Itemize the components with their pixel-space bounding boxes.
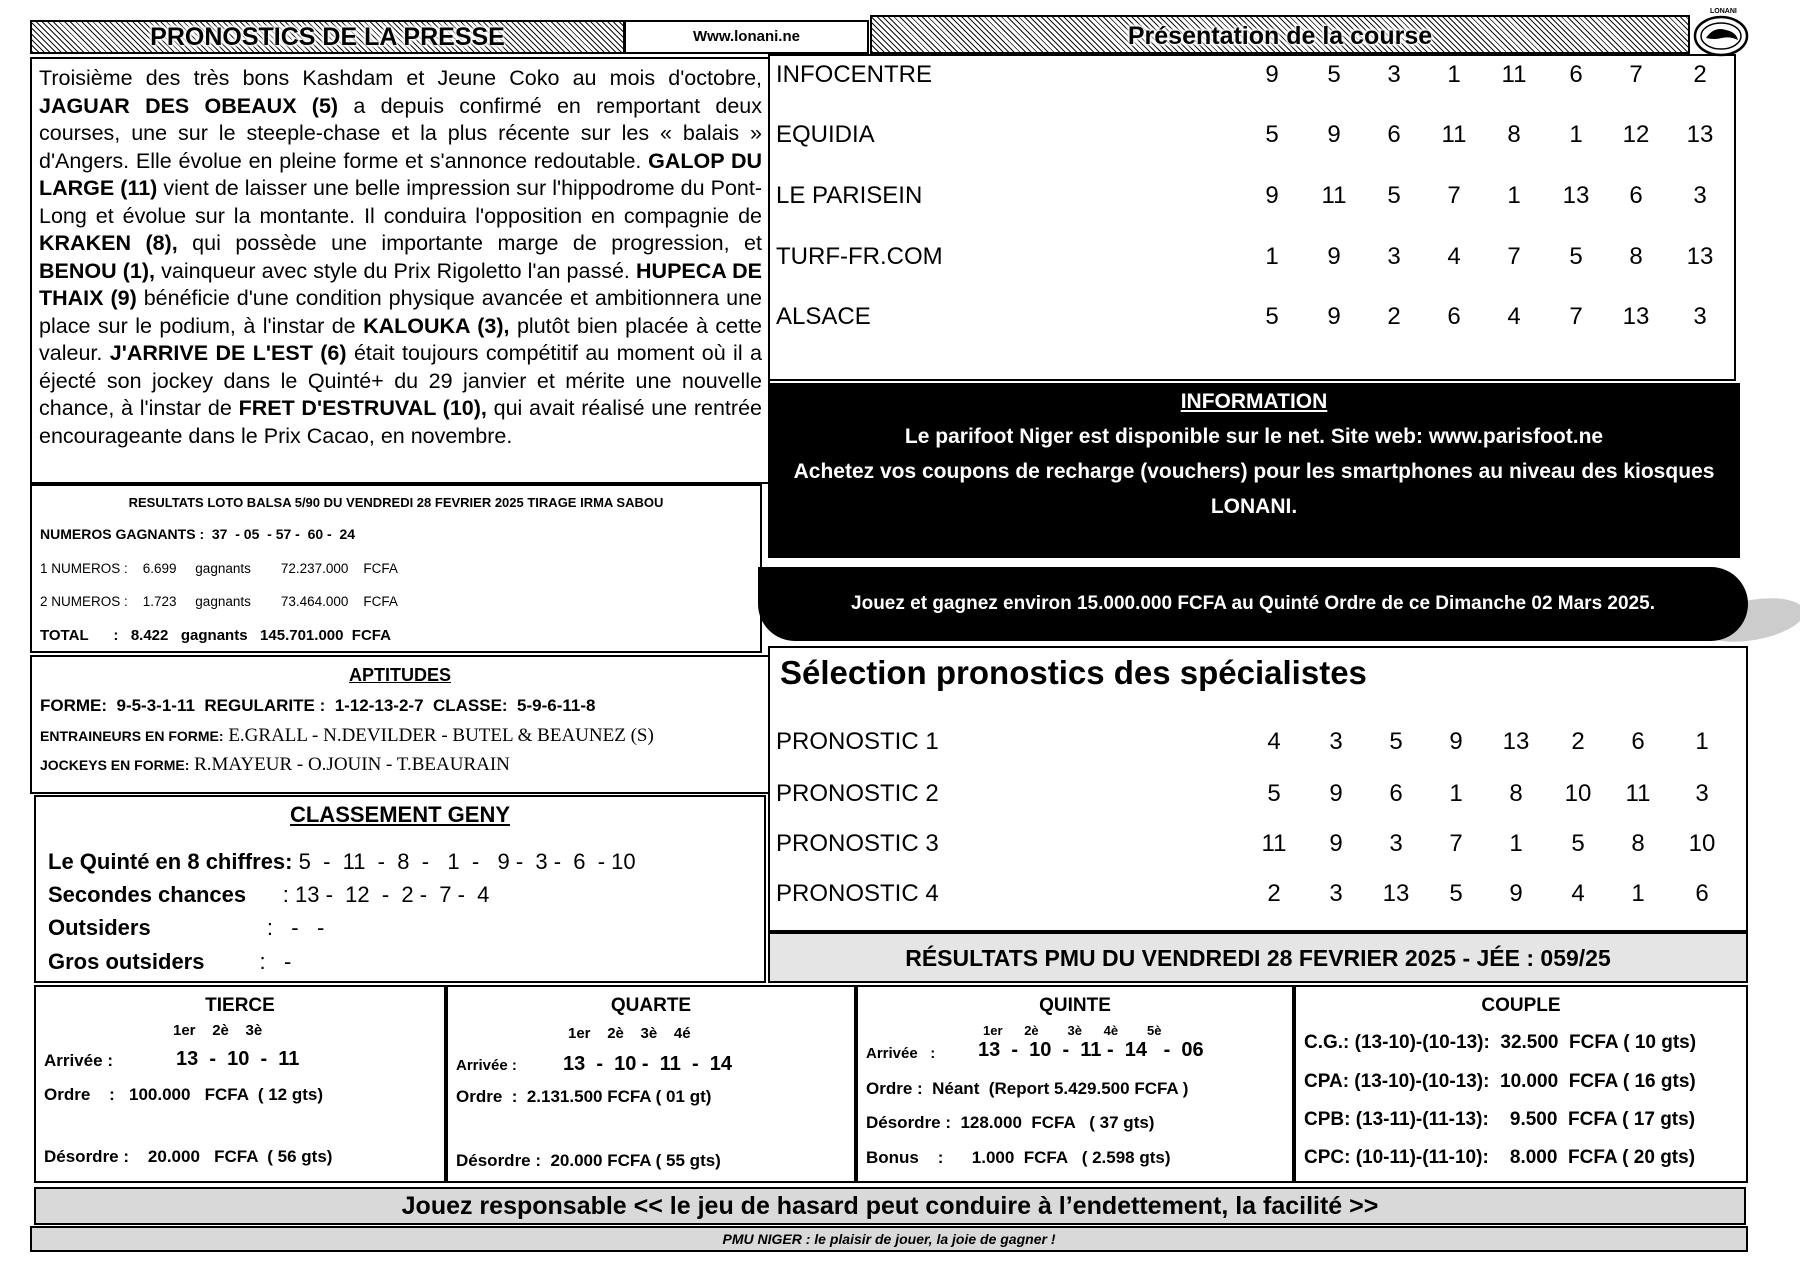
aptitudes-forme: FORME: 9-5-3-1-11 REGULARITE : 1-12-13-2-7 CLASSE: 5-9-6-11-8 — [40, 696, 596, 715]
quinte-ordre: Ordre : Néant (Report 5.429.500 FCFA ) — [866, 1079, 1189, 1098]
pronostic-number: 13 — [1502, 728, 1530, 755]
pronostic-number: 4 — [1571, 880, 1585, 907]
geny-quinte-value: 5 - 11 - 8 - 1 - 9 - 3 - 6 - 10 — [292, 849, 636, 874]
pronostic-name: PRONOSTIC 1 — [776, 728, 939, 755]
press-table — [768, 54, 1736, 381]
geny-secondes — [48, 882, 489, 908]
couple-row-cpb: CPB: (13-11)-(11-13): 9.500 FCFA ( 17 gts) — [1304, 1109, 1696, 1130]
article-text: vainqueur avec style du Prix Rigoletto l'an passé. — [155, 258, 637, 283]
press-number: 5 — [1327, 61, 1341, 88]
pronostic-name: PRONOSTIC 2 — [776, 780, 939, 807]
information-title: INFORMATION — [1180, 390, 1328, 413]
information-box — [768, 383, 1740, 558]
press-number: 12 — [1622, 121, 1650, 148]
quarte-title: QUARTE — [610, 995, 692, 1016]
press-name: LE PARISEIN — [776, 182, 923, 209]
loto-results — [30, 484, 762, 653]
pronostic-number: 4 — [1267, 728, 1281, 755]
press-number: 13 — [1686, 121, 1714, 148]
pronostic-number: 5 — [1389, 728, 1403, 755]
selection-title: Sélection pronostics des spécialistes — [780, 654, 1367, 691]
pronostic-number: 1 — [1631, 880, 1645, 907]
press-number: 5 — [1569, 243, 1583, 270]
press-row — [770, 182, 1734, 222]
pronostic-number: 8 — [1631, 830, 1645, 857]
article-text: qui avait réalisé une rentrée encourageante dans le Prix Cacao, en novembre. — [39, 396, 762, 448]
pronostic-name: PRONOSTIC 4 — [776, 880, 939, 907]
pronostic-number: 5 — [1267, 780, 1281, 807]
aptitudes-jockeys — [40, 754, 510, 776]
geny-gros-label: Gros outsiders — [48, 949, 205, 974]
press-number: 3 — [1693, 303, 1707, 330]
press-number: 9 — [1327, 121, 1341, 148]
logo-text: LONANI — [1710, 8, 1737, 15]
article-text: était toujours compétitif au moment où il a éjecté son jockey dans le Quinté+ du 29 janvier et mérite une nouvelle chance, à l'instar de — [39, 341, 762, 420]
press-number: 1 — [1265, 243, 1279, 270]
geny-outsiders-value: : - - — [150, 915, 325, 940]
pronostic-number: 11 — [1261, 830, 1287, 857]
pronostic-number: 6 — [1389, 780, 1403, 807]
results-bar: RÉSULTATS PMU DU VENDREDI 28 FEVRIER 2025 - JÉE : 059/25 — [768, 932, 1748, 983]
press-number: 8 — [1629, 243, 1643, 270]
press-number: 6 — [1447, 303, 1461, 330]
jockeys-value: R.MAYEUR - O.JOUIN - T.BEAURAIN — [189, 754, 510, 775]
press-number: 1 — [1507, 182, 1521, 209]
press-row — [770, 243, 1734, 283]
aptitudes-entraineurs — [40, 725, 654, 747]
press-number: 9 — [1265, 182, 1279, 209]
website-box — [624, 20, 869, 54]
press-row — [770, 121, 1734, 161]
tierce-desordre: Désordre : 20.000 FCFA ( 56 gts) — [44, 1147, 333, 1166]
pronostic-number: 9 — [1329, 830, 1343, 857]
lonani-logo — [1692, 8, 1750, 58]
quinte-arrivee-label: Arrivée : — [866, 1045, 936, 1062]
aptitudes-title: APTITUDES — [348, 665, 451, 685]
pronostic-number: 6 — [1695, 880, 1709, 907]
quinte-places: 1er 2è 3è 4è 5è — [983, 1023, 1162, 1038]
couple-row-cpa: CPA: (13-10)-(10-13): 10.000 FCFA ( 16 gts) — [1304, 1071, 1696, 1092]
right-header-title: Présentation de la course — [1127, 22, 1433, 50]
quinte-title: QUINTE — [1039, 995, 1111, 1016]
press-number: 11 — [1321, 182, 1347, 209]
information-line-2: Achetez vos coupons de recharge (vouchers) pour les smartphones au niveau des kiosques LONANI. — [793, 460, 1715, 518]
press-number: 13 — [1686, 243, 1714, 270]
press-number: 7 — [1507, 243, 1521, 270]
quarte-arrivee: 13 - 10 - 11 - 14 — [563, 1053, 732, 1075]
tierce-places: 1er 2è 3è — [173, 1022, 263, 1039]
press-number: 8 — [1507, 121, 1521, 148]
quinte-jackpot-banner: Jouez et gagnez environ 15.000.000 FCFA au Quinté Ordre de ce Dimanche 02 Mars 2025. — [758, 567, 1748, 641]
press-number: 4 — [1447, 243, 1461, 270]
selection-pronostics — [768, 646, 1748, 932]
pronostic-number: 11 — [1625, 780, 1651, 807]
press-number: 2 — [1387, 303, 1401, 330]
website-text: Www.lonani.ne — [693, 28, 800, 45]
loto-row-1: 1 NUMEROS : 6.699 gagnants 72.237.000 FCFA — [40, 561, 398, 576]
couple-title: COUPLE — [1481, 995, 1561, 1016]
pronostic-number: 5 — [1571, 830, 1585, 857]
pronostic-number: 3 — [1389, 830, 1403, 857]
horse-name: J'ARRIVE DE L'EST (6) — [109, 341, 347, 365]
press-number: 7 — [1447, 182, 1461, 209]
loto-row-2: 2 NUMEROS : 1.723 gagnants 73.464.000 FCFA — [40, 594, 398, 609]
pronostic-row — [770, 830, 1746, 870]
pronostic-number: 3 — [1695, 780, 1709, 807]
press-number: 5 — [1387, 182, 1401, 209]
geny-gros-value: : - — [204, 949, 292, 974]
press-name: INFOCENTRE — [776, 61, 932, 88]
horse-name: GALOP DU LARGE (11) — [39, 148, 762, 200]
pronostic-number: 8 — [1509, 780, 1523, 807]
tierce-ordre: Ordre : 100.000 FCFA ( 12 gts) — [44, 1085, 324, 1104]
tierce-arrivee: 13 - 10 - 11 — [176, 1048, 300, 1070]
entraineurs-label: ENTRAINEURS EN FORME: — [40, 728, 224, 744]
press-number: 1 — [1447, 61, 1461, 88]
tierce-arrivee-label: Arrivée : — [44, 1051, 113, 1070]
pronostic-row — [770, 780, 1746, 820]
quarte-ordre: Ordre : 2.131.500 FCFA ( 01 gt) — [456, 1087, 712, 1106]
responsible-gaming-banner: Jouez responsable << le jeu de hasard peut conduire à l’endettement, la facilité >> — [34, 1187, 1746, 1225]
press-name: TURF-FR.COM — [776, 243, 943, 270]
pronostic-number: 3 — [1329, 728, 1343, 755]
pronostic-number: 9 — [1509, 880, 1523, 907]
horse-name: FRET D'ESTRUVAL (10), — [238, 396, 487, 420]
geny-quinte — [48, 849, 636, 875]
press-number: 13 — [1562, 182, 1590, 209]
loto-title: RESULTATS LOTO BALSA 5/90 DU VENDREDI 28 FEVRIER 2025 TIRAGE IRMA SABOU — [128, 495, 664, 510]
aptitudes-box — [30, 655, 770, 794]
classement-geny — [34, 795, 766, 983]
geny-secondes-value: : 13 - 12 - 2 - 7 - 4 — [246, 882, 490, 907]
geny-secondes-label: Secondes chances — [48, 882, 247, 907]
pronostic-number: 7 — [1449, 830, 1463, 857]
couple-row-cpc: CPC: (10-11)-(11-10): 8.000 FCFA ( 20 gts) — [1304, 1147, 1696, 1168]
press-number: 9 — [1265, 61, 1279, 88]
pronostic-number: 5 — [1449, 880, 1463, 907]
press-number: 1 — [1569, 121, 1583, 148]
horse-name: KALOUKA (3), — [363, 313, 510, 338]
article-text: Troisième des très bons Kashdam et Jeune Coko au mois d'octobre, — [39, 66, 762, 90]
press-number: 5 — [1265, 121, 1279, 148]
press-number: 6 — [1629, 182, 1643, 209]
pronostic-number: 10 — [1688, 830, 1716, 857]
press-name: EQUIDIA — [776, 121, 875, 148]
press-number: 9 — [1327, 243, 1341, 270]
press-number: 11 — [1501, 61, 1527, 88]
pronostic-row — [770, 728, 1746, 768]
pronostic-number: 9 — [1329, 780, 1343, 807]
quarte-desordre: Désordre : 20.000 FCFA ( 55 gts) — [456, 1151, 721, 1170]
loto-winning-numbers: NUMEROS GAGNANTS : 37 - 05 - 57 - 60 - 24 — [40, 526, 356, 542]
horse-name: HUPECA DE THAIX (9) — [39, 258, 762, 310]
couple-row-cg: C.G.: (13-10)-(10-13): 32.500 FCFA ( 10 gts) — [1304, 1032, 1697, 1053]
article-text: qui possède une importante marge de progression, et — [177, 231, 762, 255]
horse-name: JAGUAR DES OBEAUX (5) — [39, 93, 339, 118]
press-number: 7 — [1569, 303, 1583, 330]
quarte-box — [446, 985, 856, 1183]
press-number: 3 — [1387, 61, 1401, 88]
pronostic-number: 10 — [1564, 780, 1592, 807]
horse-name: KRAKEN (8), — [39, 231, 178, 255]
horse-name: BENOU (1), — [39, 258, 156, 283]
pronostic-number: 13 — [1382, 880, 1410, 907]
pronostic-name: PRONOSTIC 3 — [776, 830, 939, 857]
right-header-bar — [870, 15, 1690, 54]
pronostic-number: 2 — [1571, 728, 1585, 755]
geny-quinte-label: Le Quinté en 8 chiffres: — [48, 849, 293, 874]
loto-total: TOTAL : 8.422 gagnants 145.701.000 FCFA — [40, 627, 391, 644]
left-header-bar — [30, 20, 625, 54]
pronostic-number: 1 — [1695, 728, 1709, 755]
press-number: 9 — [1327, 303, 1341, 330]
press-number: 3 — [1387, 243, 1401, 270]
entraineurs-value: E.GRALL - N.DEVILDER - BUTEL & BEAUNEZ (S) — [223, 725, 654, 746]
press-number: 5 — [1265, 303, 1279, 330]
information-line-1: Le parifoot Niger est disponible sur le net. Site web: www.parisfoot.ne — [904, 425, 1604, 448]
press-number: 4 — [1507, 303, 1521, 330]
press-number: 2 — [1693, 61, 1707, 88]
pronostic-number: 1 — [1509, 830, 1523, 857]
article-text: vient de laisser une belle impression sur l'hippodrome du Pont-Long et évolue sur la montante. Il conduira l'opposition en compagnie de — [39, 176, 762, 228]
article-text: plutôt bien placée à cette valeur. — [39, 313, 762, 365]
pronostic-number: 1 — [1449, 780, 1463, 807]
pronostic-number: 3 — [1329, 880, 1343, 907]
geny-outsiders — [48, 915, 324, 941]
quinte-arrivee: 13 - 10 - 11 - 14 - 06 — [978, 1039, 1204, 1061]
press-name: ALSACE — [776, 303, 871, 330]
press-number: 6 — [1569, 61, 1583, 88]
geny-title: CLASSEMENT GENY — [289, 802, 511, 827]
article-text: a depuis confirmé en remportant deux courses, une sur le steeple-chase et la plus récente sur les « balais » d'Angers. Elle évolue en pleine forme et s'annonce redoutable. — [39, 93, 762, 173]
press-number: 13 — [1622, 303, 1650, 330]
pmu-slogan: PMU NIGER : le plaisir de jouer, la joie de gagner ! — [30, 1226, 1748, 1252]
tierce-title: TIERCE — [205, 995, 275, 1016]
pronostic-number: 9 — [1449, 728, 1463, 755]
press-article — [30, 57, 770, 484]
press-row — [770, 61, 1734, 101]
couple-box — [1294, 985, 1748, 1183]
pronostic-number: 6 — [1631, 728, 1645, 755]
tierce-box — [34, 985, 446, 1183]
quinte-desordre: Désordre : 128.000 FCFA ( 37 gts) — [866, 1113, 1155, 1132]
press-number: 3 — [1693, 182, 1707, 209]
jockeys-label: JOCKEYS EN FORME: — [40, 757, 190, 773]
press-number: 7 — [1629, 61, 1643, 88]
press-number: 11 — [1441, 121, 1467, 148]
quinte-bonus: Bonus : 1.000 FCFA ( 2.598 gts) — [866, 1148, 1171, 1167]
geny-gros-outsiders — [48, 949, 291, 975]
geny-outsiders-label: Outsiders — [48, 915, 151, 940]
quarte-places: 1er 2è 3è 4é — [568, 1025, 691, 1042]
press-number: 6 — [1387, 121, 1401, 148]
article-text: bénéficie d'une condition physique avancée et ambitionnera une place sur le podium, à l'instar de — [39, 286, 763, 338]
quarte-arrivee-label: Arrivée : — [456, 1057, 517, 1074]
left-header-title: PRONOSTICS DE LA PRESSE — [150, 23, 505, 51]
pronostic-number: 2 — [1267, 880, 1281, 907]
press-row — [770, 303, 1734, 343]
quinte-box — [856, 985, 1294, 1183]
pronostic-row — [770, 880, 1746, 920]
